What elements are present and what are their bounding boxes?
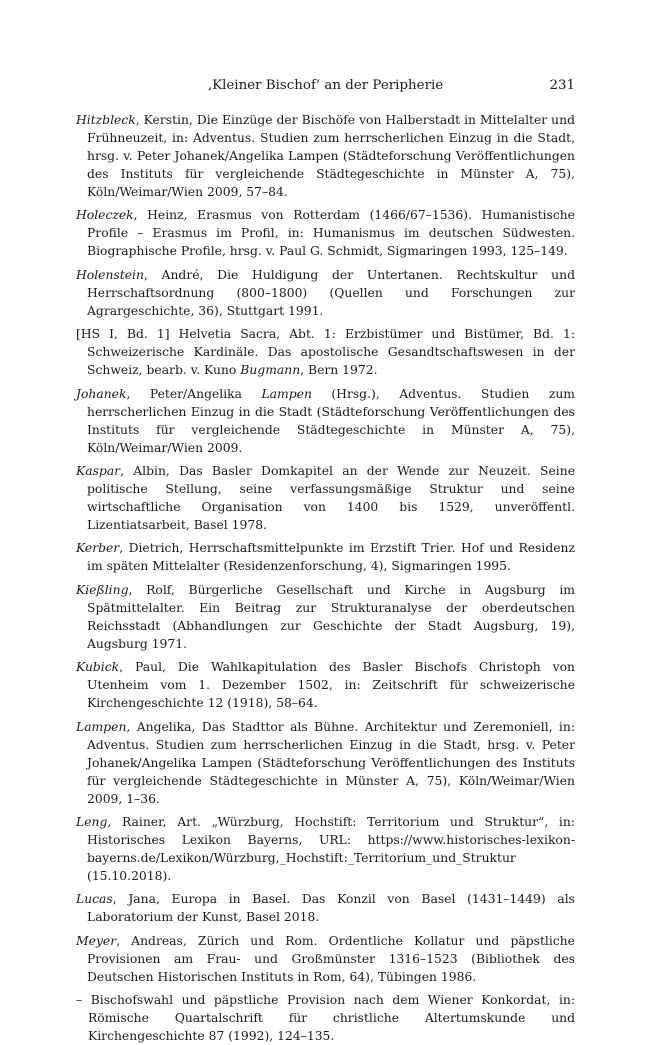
bibliography-entry: [76, 581, 575, 653]
entry-text: , Rainer, Art. „Würzburg, Hochstift: Territorium und Struktur“, in: Historisches Lexikon Bayerns, URL: https://www.historisches-lexikon-bayerns.de/Lexikon/Würzburg,_Hochstift:_Territorium_und_Struktur (15.10.2018).: [87, 814, 575, 883]
bibliography-entry: [76, 658, 575, 712]
bibliography-list: [76, 111, 575, 1045]
page-header: [76, 76, 575, 96]
bibliography-entry: [76, 991, 575, 1045]
entry-author: Kaspar: [76, 463, 121, 478]
entry-author: Lampen: [76, 719, 127, 734]
entry-text: , Rolf, Bürgerliche Gesellschaft und Kirche in Augsburg im Spätmittelalter. Ein Beitrag zur Strukturanalyse der oberdeutschen Reichsstadt (Abhandlungen zur Geschichte der Stadt Augsburg, 19), Augsburg 1971.: [87, 582, 575, 651]
running-title: ‚Kleiner Bischof‘ an der Peripherie: [207, 78, 444, 93]
bibliography-entry: [76, 813, 575, 885]
entry-text: Bischofswahl und päpstliche Provision nach dem Wiener Konkordat, in: Römische Quartalschrift für christliche Altertumskunde und Kirchengeschichte 87 (1992), 124–135.: [88, 993, 575, 1044]
bibliography-entry: [76, 718, 575, 808]
entry-author: Kießling: [76, 582, 129, 597]
entry-author: Kerber: [76, 541, 120, 556]
bibliography-entry: [76, 385, 575, 457]
entry-text: , Peter/Angelika: [126, 386, 262, 401]
entry-text-tail: , Bern 1972.: [300, 363, 378, 378]
entry-author: Lucas: [76, 892, 113, 907]
entry-text: , Heinz, Erasmus von Rotterdam (1466/67–1536). Humanistische Profile – Erasmus im Profil, in: Humanismus im deutschen Südwesten. Biographische Profile, hrsg. v. Paul G. Schmidt, Sigmaringen 1993, 125–149.: [87, 208, 575, 259]
entry-italic-name: Lampen: [261, 386, 312, 401]
bibliography-entry: [76, 539, 575, 575]
entry-text-tail: (Hrsg.), Adventus. Studien zum herrscherlichen Einzug in die Stadt (Städteforschung Veröffentlichungen des Instituts für vergleichende Städtegeschichte in Münster A, 75), Köln/Weimar/Wien 2009.: [87, 386, 575, 455]
entry-text: , Paul, Die Wahlkapitulation des Basler Bischofs Christoph von Utenheim vom 1. Dezember 1502, in: Zeitschrift für schweizerische Kirchengeschichte 12 (1918), 58–64.: [87, 660, 575, 711]
entry-text: , Andreas, Zürich und Rom. Ordentliche Kollatur und päpstliche Provisionen am Frau- und Großmünster 1316–1523 (Bibliothek des Deutschen Historischen Instituts in Rom, 64), Tübingen 1986.: [87, 933, 575, 984]
entry-text: , Angelika, Das Stadttor als Bühne. Architektur und Zeremoniell, in: Adventus. Studien zum herrscherlichen Einzug in die Stadt, hrsg. v. Peter Johanek/Angelika Lampen (Städteforschung Veröffentlichungen des Instituts für vergleichende Städtegeschichte in Münster A, 75), Köln/Weimar/Wien 2009, 1–36.: [87, 719, 575, 806]
bibliography-entry: [76, 932, 575, 986]
bibliography-entry: [76, 890, 575, 926]
entry-italic-name: Bugmann: [240, 363, 301, 378]
entry-author: Kubick: [76, 660, 120, 675]
entry-text: , Albin, Das Basler Domkapitel an der Wende zur Neuzeit. Seine politische Stellung, seine verfassungsmäßige Struktur und seine wirtschaftliche Organisation von 1400 bis 1529, unveröffentl. Lizentiatsarbeit, Basel 1978.: [87, 463, 575, 532]
entry-dash: –: [76, 993, 91, 1008]
entry-text: , Jana, Europa in Basel. Das Konzil von Basel (1431–1449) als Laboratorium der Kunst, Basel 2018.: [87, 892, 575, 925]
entry-author: Holenstein: [76, 267, 144, 282]
bibliography-entry: [76, 206, 575, 260]
entry-text: , André, Die Huldigung der Untertanen. Rechtskultur und Herrschaftsordnung (800–1800) (Quellen und Forschungen zur Agrargeschichte, 36), Stuttgart 1991.: [87, 267, 575, 318]
entry-text: , Dietrich, Herrschaftsmittelpunkte im Erzstift Trier. Hof und Residenz im späten Mittelalter (Residenzenforschung, 4), Sigmaringen 1995.: [87, 541, 575, 574]
bibliography-entry: [76, 462, 575, 534]
page-number: 231: [549, 78, 575, 93]
bibliography-entry: [76, 325, 575, 379]
entry-text: , Kerstin, Die Einzüge der Bischöfe von Halberstadt in Mittelalter und Frühneuzeit, in: Adventus. Studien zum herrscherlichen Einzug in die Stadt, hrsg. v. Peter Johanek/Angelika Lampen (Städteforschung Veröffentlichungen des Instituts für vergleichende Städtegeschichte in Münster A, 75), Köln/Weimar/Wien 2009, 57–84.: [87, 113, 575, 199]
bibliography-entry: [76, 111, 575, 201]
bibliography-entry: [76, 266, 575, 320]
entry-author: Hitzbleck: [76, 113, 136, 127]
entry-author: Johanek: [76, 386, 127, 401]
entry-text: [HS I, Bd. 1] Helvetia Sacra, Abt. 1: Erzbistümer und Bistümer, Bd. 1: Schweizerische Kardinäle. Das apostolische Gesandtschaftswesen in der Schweiz, bearb. v. Kuno: [76, 327, 575, 378]
entry-author: Holeczek: [76, 208, 134, 223]
entry-author: Meyer: [76, 933, 117, 948]
entry-author: Leng: [76, 814, 108, 829]
